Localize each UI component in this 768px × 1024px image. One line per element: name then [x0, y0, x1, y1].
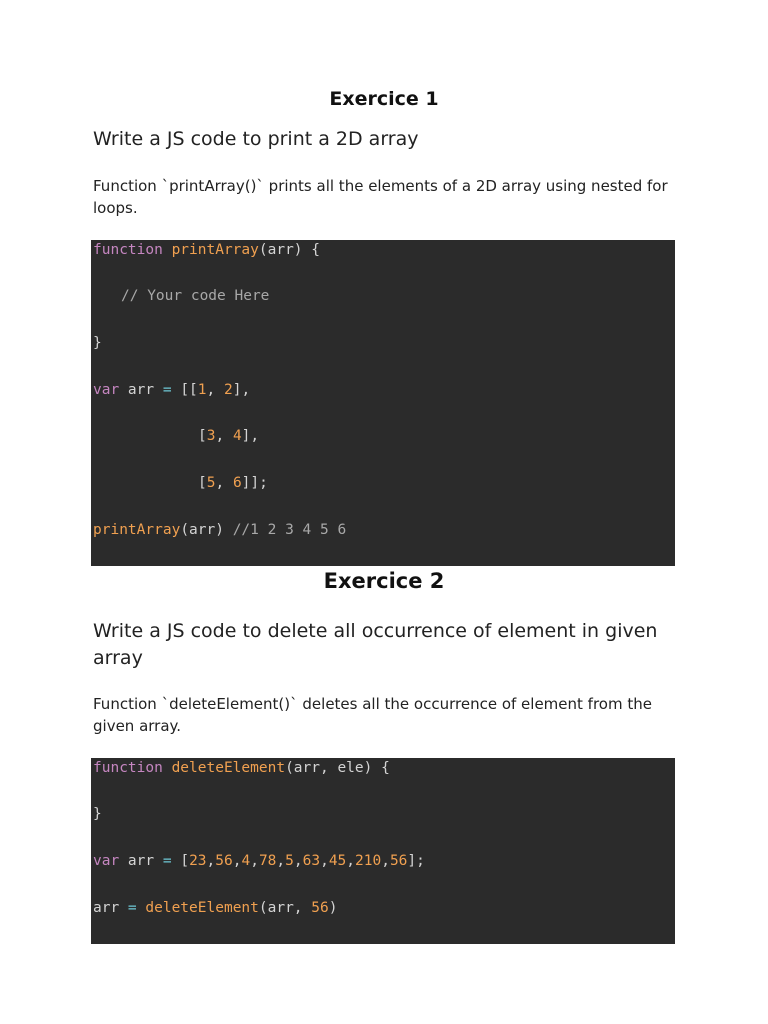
code-text: }: [93, 335, 102, 351]
number: 56: [389, 853, 408, 869]
code-text: [[: [171, 382, 198, 398]
keyword: function: [93, 760, 163, 776]
exercise-2-title: Exercice 2: [323, 569, 445, 593]
code-line: var arr = [23,56,4,78,5,63,45,210,56];: [93, 853, 425, 869]
exercise-2-description: Function `deleteElement()` deletes all the occurrence of element from the given array.: [93, 695, 652, 735]
keyword: var: [93, 382, 120, 398]
number: 56: [215, 853, 233, 869]
operator: =: [162, 382, 172, 398]
exercise-1-title: Exercice 1: [329, 88, 439, 110]
code-line: [93, 898, 337, 918]
code-text: ,: [215, 428, 233, 444]
code-text: arr: [119, 382, 163, 398]
code-text: ,: [215, 475, 233, 491]
code-line: [93, 758, 390, 778]
code-text: }: [93, 806, 102, 822]
code-line: [198, 426, 259, 446]
code-text: ): [328, 900, 338, 916]
number: 1: [197, 382, 207, 398]
code-text: [: [198, 428, 207, 444]
code-line: [121, 286, 269, 306]
exercise-1-description: Function `printArray()` prints all the elements of a 2D array using nested for loops.: [93, 177, 668, 217]
number: 45: [328, 853, 347, 869]
exercise-2-code-block: [91, 758, 675, 944]
code-text: [: [198, 475, 207, 491]
code-comment: // Your code Here: [121, 288, 270, 304]
code-line: [93, 520, 346, 540]
exercise-1-code-block: [91, 240, 675, 566]
keyword: function: [93, 242, 163, 258]
code-text: (arr, ele) {: [285, 760, 390, 776]
number: 4: [241, 853, 251, 869]
code-text: (arr) {: [258, 242, 320, 258]
function-name: printArray: [171, 242, 259, 258]
code-line: [198, 473, 268, 493]
code-text: [: [171, 853, 190, 869]
code-line: [93, 804, 102, 824]
code-text: ],: [232, 382, 251, 398]
code-line: [93, 380, 250, 400]
exercise-2-heading: Write a JS code to delete all occurrence of element in given array: [93, 620, 658, 669]
operator: =: [162, 853, 172, 869]
operator: =: [127, 900, 137, 916]
code-line: [93, 240, 320, 260]
code-comment: //1 2 3 4 5 6: [232, 522, 347, 538]
number: 3: [206, 428, 216, 444]
number: 56: [311, 900, 329, 916]
code-text: ,: [206, 382, 224, 398]
number: 210: [355, 853, 382, 869]
code-text: (arr,: [258, 900, 312, 916]
code-text: arr: [93, 900, 128, 916]
function-name: deleteElement: [171, 760, 286, 776]
code-text: arr: [119, 853, 163, 869]
function-name: deleteElement: [145, 900, 259, 916]
exercise-1-heading: Write a JS code to print a 2D array: [93, 128, 419, 150]
number: 23: [189, 853, 207, 869]
number: 63: [302, 853, 321, 869]
keyword: var: [93, 853, 120, 869]
code-text: ],: [241, 428, 260, 444]
number: 4: [232, 428, 242, 444]
number: 5: [206, 475, 216, 491]
number: 6: [232, 475, 242, 491]
number: 2: [224, 382, 233, 398]
code-text: ];: [407, 853, 425, 869]
number: 78: [258, 853, 277, 869]
function-name: printArray: [93, 522, 181, 538]
code-line: [93, 333, 102, 353]
code-text: ]];: [241, 475, 268, 491]
number: 5: [285, 853, 294, 869]
code-text: (arr): [180, 522, 233, 538]
